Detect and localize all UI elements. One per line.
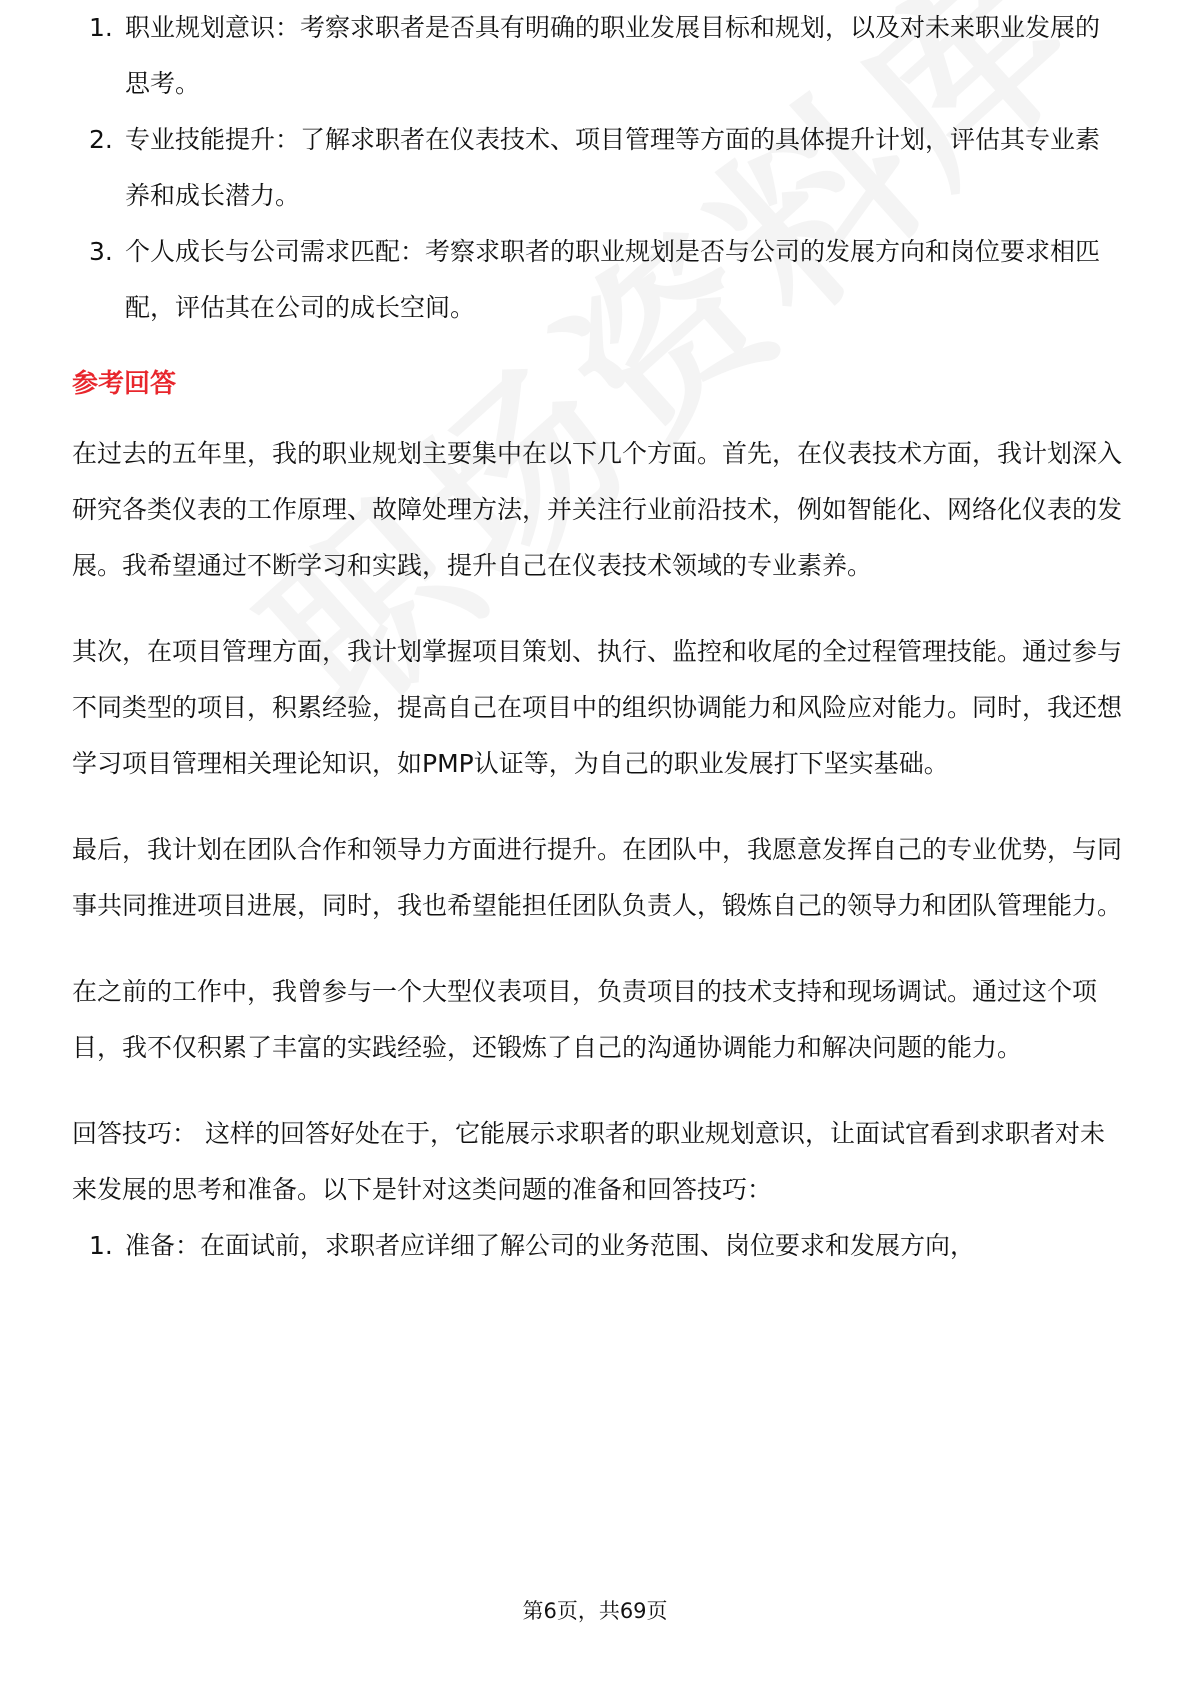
criteria-list [72, 0, 1122, 336]
list-item: 1. 准备：在面试前，求职者应详细了解公司的业务范围、岗位要求和发展方向， [89, 1231, 976, 1260]
page-footer: 第6页，共69页 [522, 1599, 668, 1623]
answer-paragraph: 最后，我计划在团队合作和领导力方面进行提升。在团队中，我愿意发挥自己的专业优势，与同事共同推进项目进展，同时，我也希望能担任团队负责人，锻炼自己的领导力和团队管理能力。 [72, 835, 1123, 920]
list-item: 1. 职业规划意识：考察求职者是否具有明确的职业发展目标和规划，以及对未来职业发展的思考。 [89, 13, 1101, 98]
answer-paragraph: 其次，在项目管理方面，我计划掌握项目策划、执行、监控和收尾的全过程管理技能。通过参与不同类型的项目，积累经验，提高自己在项目中的组织协调能力和风险应对能力。同时，我还想学习项目管理相关理论知识，如PMP认证等，为自己的职业发展打下坚实基础。 [72, 637, 1123, 778]
answer-heading: 参考回答 [72, 369, 177, 399]
page-content [72, 0, 1122, 1274]
answer-paragraph: 在过去的五年里，我的职业规划主要集中在以下几个方面。首先，在仪表技术方面，我计划深入研究各类仪表的工作原理、故障处理方法，并关注行业前沿技术，例如智能化、网络化仪表的发展。我希望通过不断学习和实践，提升自己在仪表技术领域的专业素养。 [72, 439, 1123, 580]
list-item: 2. 专业技能提升：了解求职者在仪表技术、项目管理等方面的具体提升计划，评估其专业素养和成长潜力。 [89, 125, 1101, 210]
answer-tips: 回答技巧： 这样的回答好处在于，它能展示求职者的职业规划意识，让面试官看到求职者对未来发展的思考和准备。以下是针对这类问题的准备和回答技巧： [72, 1119, 1105, 1204]
tips-list [72, 1218, 1122, 1274]
list-item: 3. 个人成长与公司需求匹配：考察求职者的职业规划是否与公司的发展方向和岗位要求相匹配，评估其在公司的成长空间。 [89, 237, 1101, 322]
answer-paragraph: 在之前的工作中，我曾参与一个大型仪表项目，负责项目的技术支持和现场调试。通过这个项目，我不仅积累了丰富的实践经验，还锻炼了自己的沟通协调能力和解决问题的能力。 [72, 977, 1098, 1062]
